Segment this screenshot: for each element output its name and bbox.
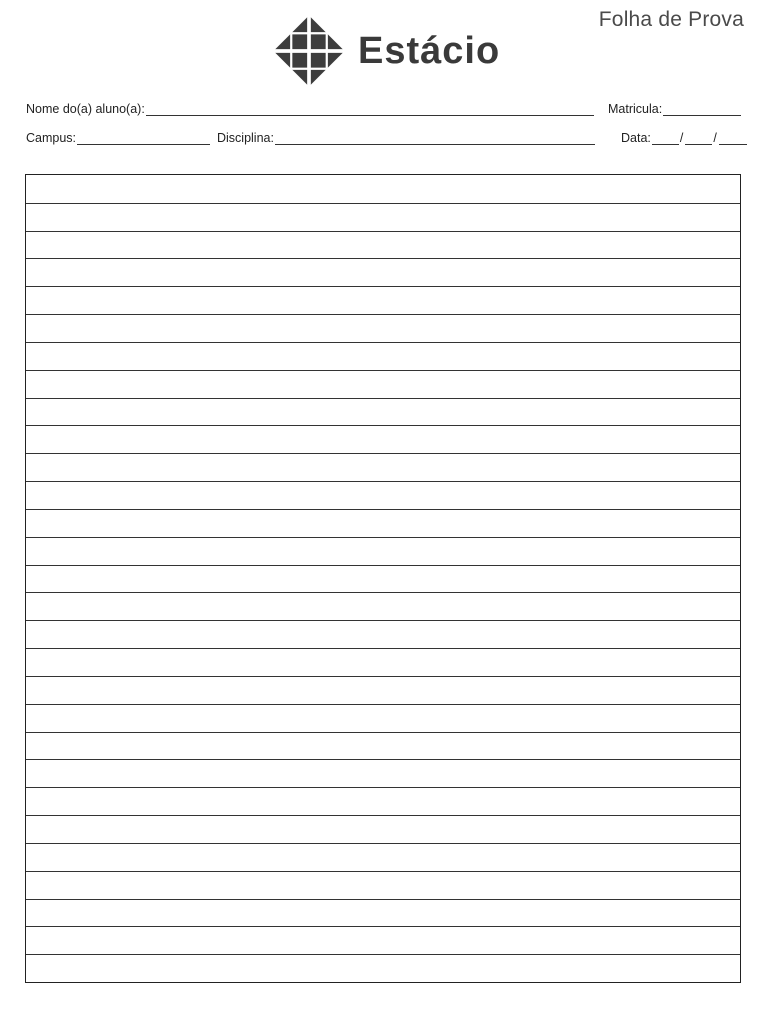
answer-line [26,203,740,204]
answer-line [26,592,740,593]
date-label: Data: [621,131,651,145]
discipline-field[interactable] [217,130,595,145]
header-fields-row-1 [26,101,742,121]
answer-area[interactable] [25,174,741,983]
answer-line [26,787,740,788]
answer-line [26,453,740,454]
answer-line [26,286,740,287]
campus-line[interactable] [77,130,210,145]
answer-line [26,815,740,816]
date-separator: / [679,131,684,145]
answer-line [26,258,740,259]
answer-line [26,899,740,900]
answer-line [26,370,740,371]
registration-line[interactable] [663,101,741,116]
discipline-line[interactable] [275,130,595,145]
answer-line [26,509,740,510]
registration-field[interactable] [608,101,741,116]
date-month-line[interactable] [685,130,712,145]
answer-line [26,231,740,232]
answer-line [26,648,740,649]
campus-field[interactable] [26,130,210,145]
answer-line [26,565,740,566]
answer-line [26,759,740,760]
answer-line [26,732,740,733]
answer-line [26,843,740,844]
registration-label: Matricula: [608,102,663,116]
date-field[interactable] [621,130,747,145]
student-name-line[interactable] [146,101,594,116]
date-year-line[interactable] [719,130,747,145]
answer-line [26,871,740,872]
header-fields-row-2 [26,130,742,150]
answer-line [26,704,740,705]
answer-line [26,481,740,482]
student-name-field[interactable] [26,101,594,116]
answer-line [26,926,740,927]
date-separator: / [713,131,717,145]
answer-line [26,537,740,538]
discipline-label: Disciplina: [217,131,274,145]
answer-line [26,620,740,621]
estacio-logo [272,14,500,88]
logo-wordmark: Estácio [358,29,501,72]
answer-line [26,398,740,399]
estacio-diamond-icon [272,14,346,88]
answer-line [26,314,740,315]
answer-line [26,425,740,426]
date-day-line[interactable] [652,130,679,145]
document-title: Folha de Prova [598,8,744,31]
answer-line [26,954,740,955]
student-name-label: Nome do(a) aluno(a): [26,102,145,116]
answer-line [26,676,740,677]
answer-line [26,342,740,343]
campus-label: Campus: [26,131,77,145]
